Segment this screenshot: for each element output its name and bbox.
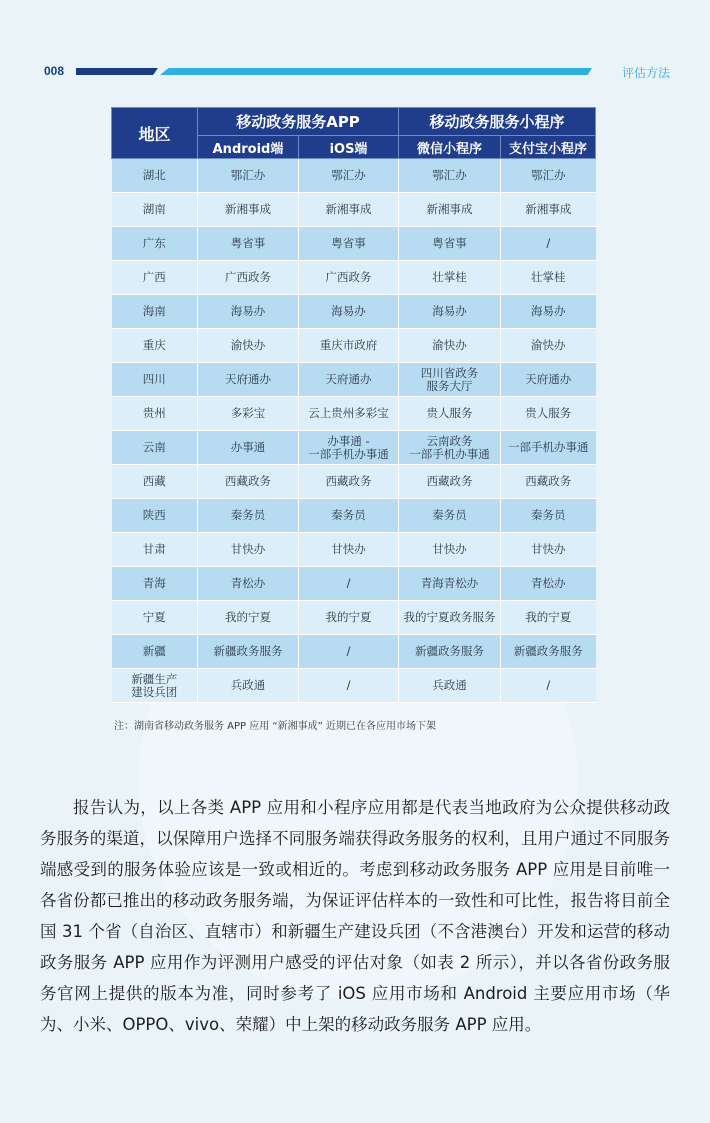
table-row bbox=[112, 431, 596, 465]
android-cell: 西藏政务 bbox=[198, 465, 299, 499]
ios-cell: 云上贵州多彩宝 bbox=[299, 397, 399, 431]
table-row bbox=[112, 193, 596, 227]
android-cell: 天府通办 bbox=[198, 363, 299, 397]
ios-column-header: iOS端 bbox=[299, 136, 399, 159]
alipay-cell: 鄂汇办 bbox=[501, 159, 596, 193]
region-cell: 湖北 bbox=[112, 159, 198, 193]
government-app-table bbox=[111, 107, 596, 703]
android-cell: 青松办 bbox=[198, 567, 299, 601]
header-bar-dark bbox=[76, 68, 158, 75]
region-cell: 青海 bbox=[112, 567, 198, 601]
table-row bbox=[112, 465, 596, 499]
wechat-cell: 新疆政务服务 bbox=[399, 635, 501, 669]
alipay-cell: 甘快办 bbox=[501, 533, 596, 567]
region-cell: 新疆生产 建设兵团 bbox=[112, 669, 198, 703]
wechat-cell: 兵政通 bbox=[399, 669, 501, 703]
table-row bbox=[112, 227, 596, 261]
alipay-cell: 我的宁夏 bbox=[501, 601, 596, 635]
wechat-cell: 四川省政务 服务大厅 bbox=[399, 363, 501, 397]
ios-cell: 办事通 - 一部手机办事通 bbox=[299, 431, 399, 465]
ios-cell: 我的宁夏 bbox=[299, 601, 399, 635]
region-cell: 湖南 bbox=[112, 193, 198, 227]
table-body bbox=[112, 159, 596, 703]
alipay-cell: 渝快办 bbox=[501, 329, 596, 363]
wechat-cell: 海易办 bbox=[399, 295, 501, 329]
region-cell: 云南 bbox=[112, 431, 198, 465]
table-row bbox=[112, 567, 596, 601]
ios-cell: 天府通办 bbox=[299, 363, 399, 397]
table-row bbox=[112, 363, 596, 397]
alipay-cell: 秦务员 bbox=[501, 499, 596, 533]
table-row bbox=[112, 635, 596, 669]
ios-cell: / bbox=[299, 669, 399, 703]
table-row bbox=[112, 397, 596, 431]
android-cell: 多彩宝 bbox=[198, 397, 299, 431]
table-row bbox=[112, 601, 596, 635]
alipay-cell: 新疆政务服务 bbox=[501, 635, 596, 669]
app-group-header: 移动政务服务APP bbox=[198, 108, 399, 136]
wechat-cell: 西藏政务 bbox=[399, 465, 501, 499]
ios-cell: 海易办 bbox=[299, 295, 399, 329]
region-cell: 新疆 bbox=[112, 635, 198, 669]
region-cell: 广东 bbox=[112, 227, 198, 261]
ios-cell: 鄂汇办 bbox=[299, 159, 399, 193]
section-title: 评估方法 bbox=[621, 66, 670, 80]
table-row bbox=[112, 533, 596, 567]
wechat-cell: 鄂汇办 bbox=[399, 159, 501, 193]
alipay-cell: 天府通办 bbox=[501, 363, 596, 397]
alipay-column-header: 支付宝小程序 bbox=[501, 136, 596, 159]
android-cell: 鄂汇办 bbox=[198, 159, 299, 193]
android-cell: 粤省事 bbox=[198, 227, 299, 261]
wechat-cell: 粤省事 bbox=[399, 227, 501, 261]
ios-cell: 秦务员 bbox=[299, 499, 399, 533]
region-cell: 海南 bbox=[112, 295, 198, 329]
body-paragraph: 报告认为，以上各类 APP 应用和小程序应用都是代表当地政府为公众提供移动政务服务的渠道，以保障用户选择不同服务端获得政务服务的权利，且用户通过不同服务端感受到的服务体验应该是一致或相近的。考虑到移动政务服务 APP 应用是目前唯一各省份都已推出的移动政务服务端，为保证评估样本的一致性和可比性，报告将目前全国 31 个省（自治区、直辖市）和新疆生产建设兵团（不含港澳台）开发和运营的移动政务服务 APP 应用作为评测用户感受的评估对象（如表 2 所示），并以各省份政务服务官网上提供的版本为准，同时参考了 iOS 应用市场和 Android 主要应用市场（华为、小米、OPPO、vivo、荣耀）中上架的移动政务服务 APP 应用。 bbox=[40, 797, 670, 1034]
wechat-cell: 新湘事成 bbox=[399, 193, 501, 227]
alipay-cell: 一部手机办事通 bbox=[501, 431, 596, 465]
page-number: 008 bbox=[44, 64, 65, 78]
ios-cell: 西藏政务 bbox=[299, 465, 399, 499]
android-cell: 海易办 bbox=[198, 295, 299, 329]
table-row bbox=[112, 669, 596, 703]
ios-cell: 甘快办 bbox=[299, 533, 399, 567]
android-cell: 我的宁夏 bbox=[198, 601, 299, 635]
alipay-cell: / bbox=[501, 227, 596, 261]
alipay-cell: 贵人服务 bbox=[501, 397, 596, 431]
android-cell: 甘快办 bbox=[198, 533, 299, 567]
alipay-cell: 壮掌桂 bbox=[501, 261, 596, 295]
table-row bbox=[112, 329, 596, 363]
ios-cell: 重庆市政府 bbox=[299, 329, 399, 363]
wechat-cell: 壮掌桂 bbox=[399, 261, 501, 295]
ios-cell: 粤省事 bbox=[299, 227, 399, 261]
miniprogram-group-header: 移动政务服务小程序 bbox=[399, 108, 596, 136]
ios-cell: / bbox=[299, 567, 399, 601]
region-cell: 贵州 bbox=[112, 397, 198, 431]
android-cell: 新疆政务服务 bbox=[198, 635, 299, 669]
region-header: 地区 bbox=[112, 108, 198, 159]
wechat-cell: 我的宁夏政务服务 bbox=[399, 601, 501, 635]
android-cell: 办事通 bbox=[198, 431, 299, 465]
android-column-header: Android端 bbox=[198, 136, 299, 159]
ios-cell: / bbox=[299, 635, 399, 669]
android-cell: 兵政通 bbox=[198, 669, 299, 703]
region-cell: 宁夏 bbox=[112, 601, 198, 635]
region-cell: 重庆 bbox=[112, 329, 198, 363]
region-cell: 四川 bbox=[112, 363, 198, 397]
wechat-cell: 渝快办 bbox=[399, 329, 501, 363]
wechat-cell: 青海青松办 bbox=[399, 567, 501, 601]
ios-cell: 广西政务 bbox=[299, 261, 399, 295]
wechat-cell: 贵人服务 bbox=[399, 397, 501, 431]
ios-cell: 新湘事成 bbox=[299, 193, 399, 227]
alipay-cell: 青松办 bbox=[501, 567, 596, 601]
android-cell: 新湘事成 bbox=[198, 193, 299, 227]
page-header bbox=[0, 0, 710, 90]
wechat-cell: 云南政务 一部手机办事通 bbox=[399, 431, 501, 465]
table-row bbox=[112, 159, 596, 193]
wechat-cell: 甘快办 bbox=[399, 533, 501, 567]
table-footnote: 注：湖南省移动政务服务 APP 应用 “新湘事成” 近期已在各应用市场下架 bbox=[114, 721, 436, 732]
header-bar-light bbox=[160, 68, 592, 75]
android-cell: 渝快办 bbox=[198, 329, 299, 363]
wechat-cell: 秦务员 bbox=[399, 499, 501, 533]
table-row bbox=[112, 499, 596, 533]
android-cell: 广西政务 bbox=[198, 261, 299, 295]
region-cell: 陕西 bbox=[112, 499, 198, 533]
alipay-cell: 新湘事成 bbox=[501, 193, 596, 227]
alipay-cell: / bbox=[501, 669, 596, 703]
alipay-cell: 西藏政务 bbox=[501, 465, 596, 499]
android-cell: 秦务员 bbox=[198, 499, 299, 533]
region-cell: 广西 bbox=[112, 261, 198, 295]
alipay-cell: 海易办 bbox=[501, 295, 596, 329]
wechat-column-header: 微信小程序 bbox=[399, 136, 501, 159]
region-cell: 甘肃 bbox=[112, 533, 198, 567]
table-row bbox=[112, 295, 596, 329]
table-row bbox=[112, 261, 596, 295]
region-cell: 西藏 bbox=[112, 465, 198, 499]
